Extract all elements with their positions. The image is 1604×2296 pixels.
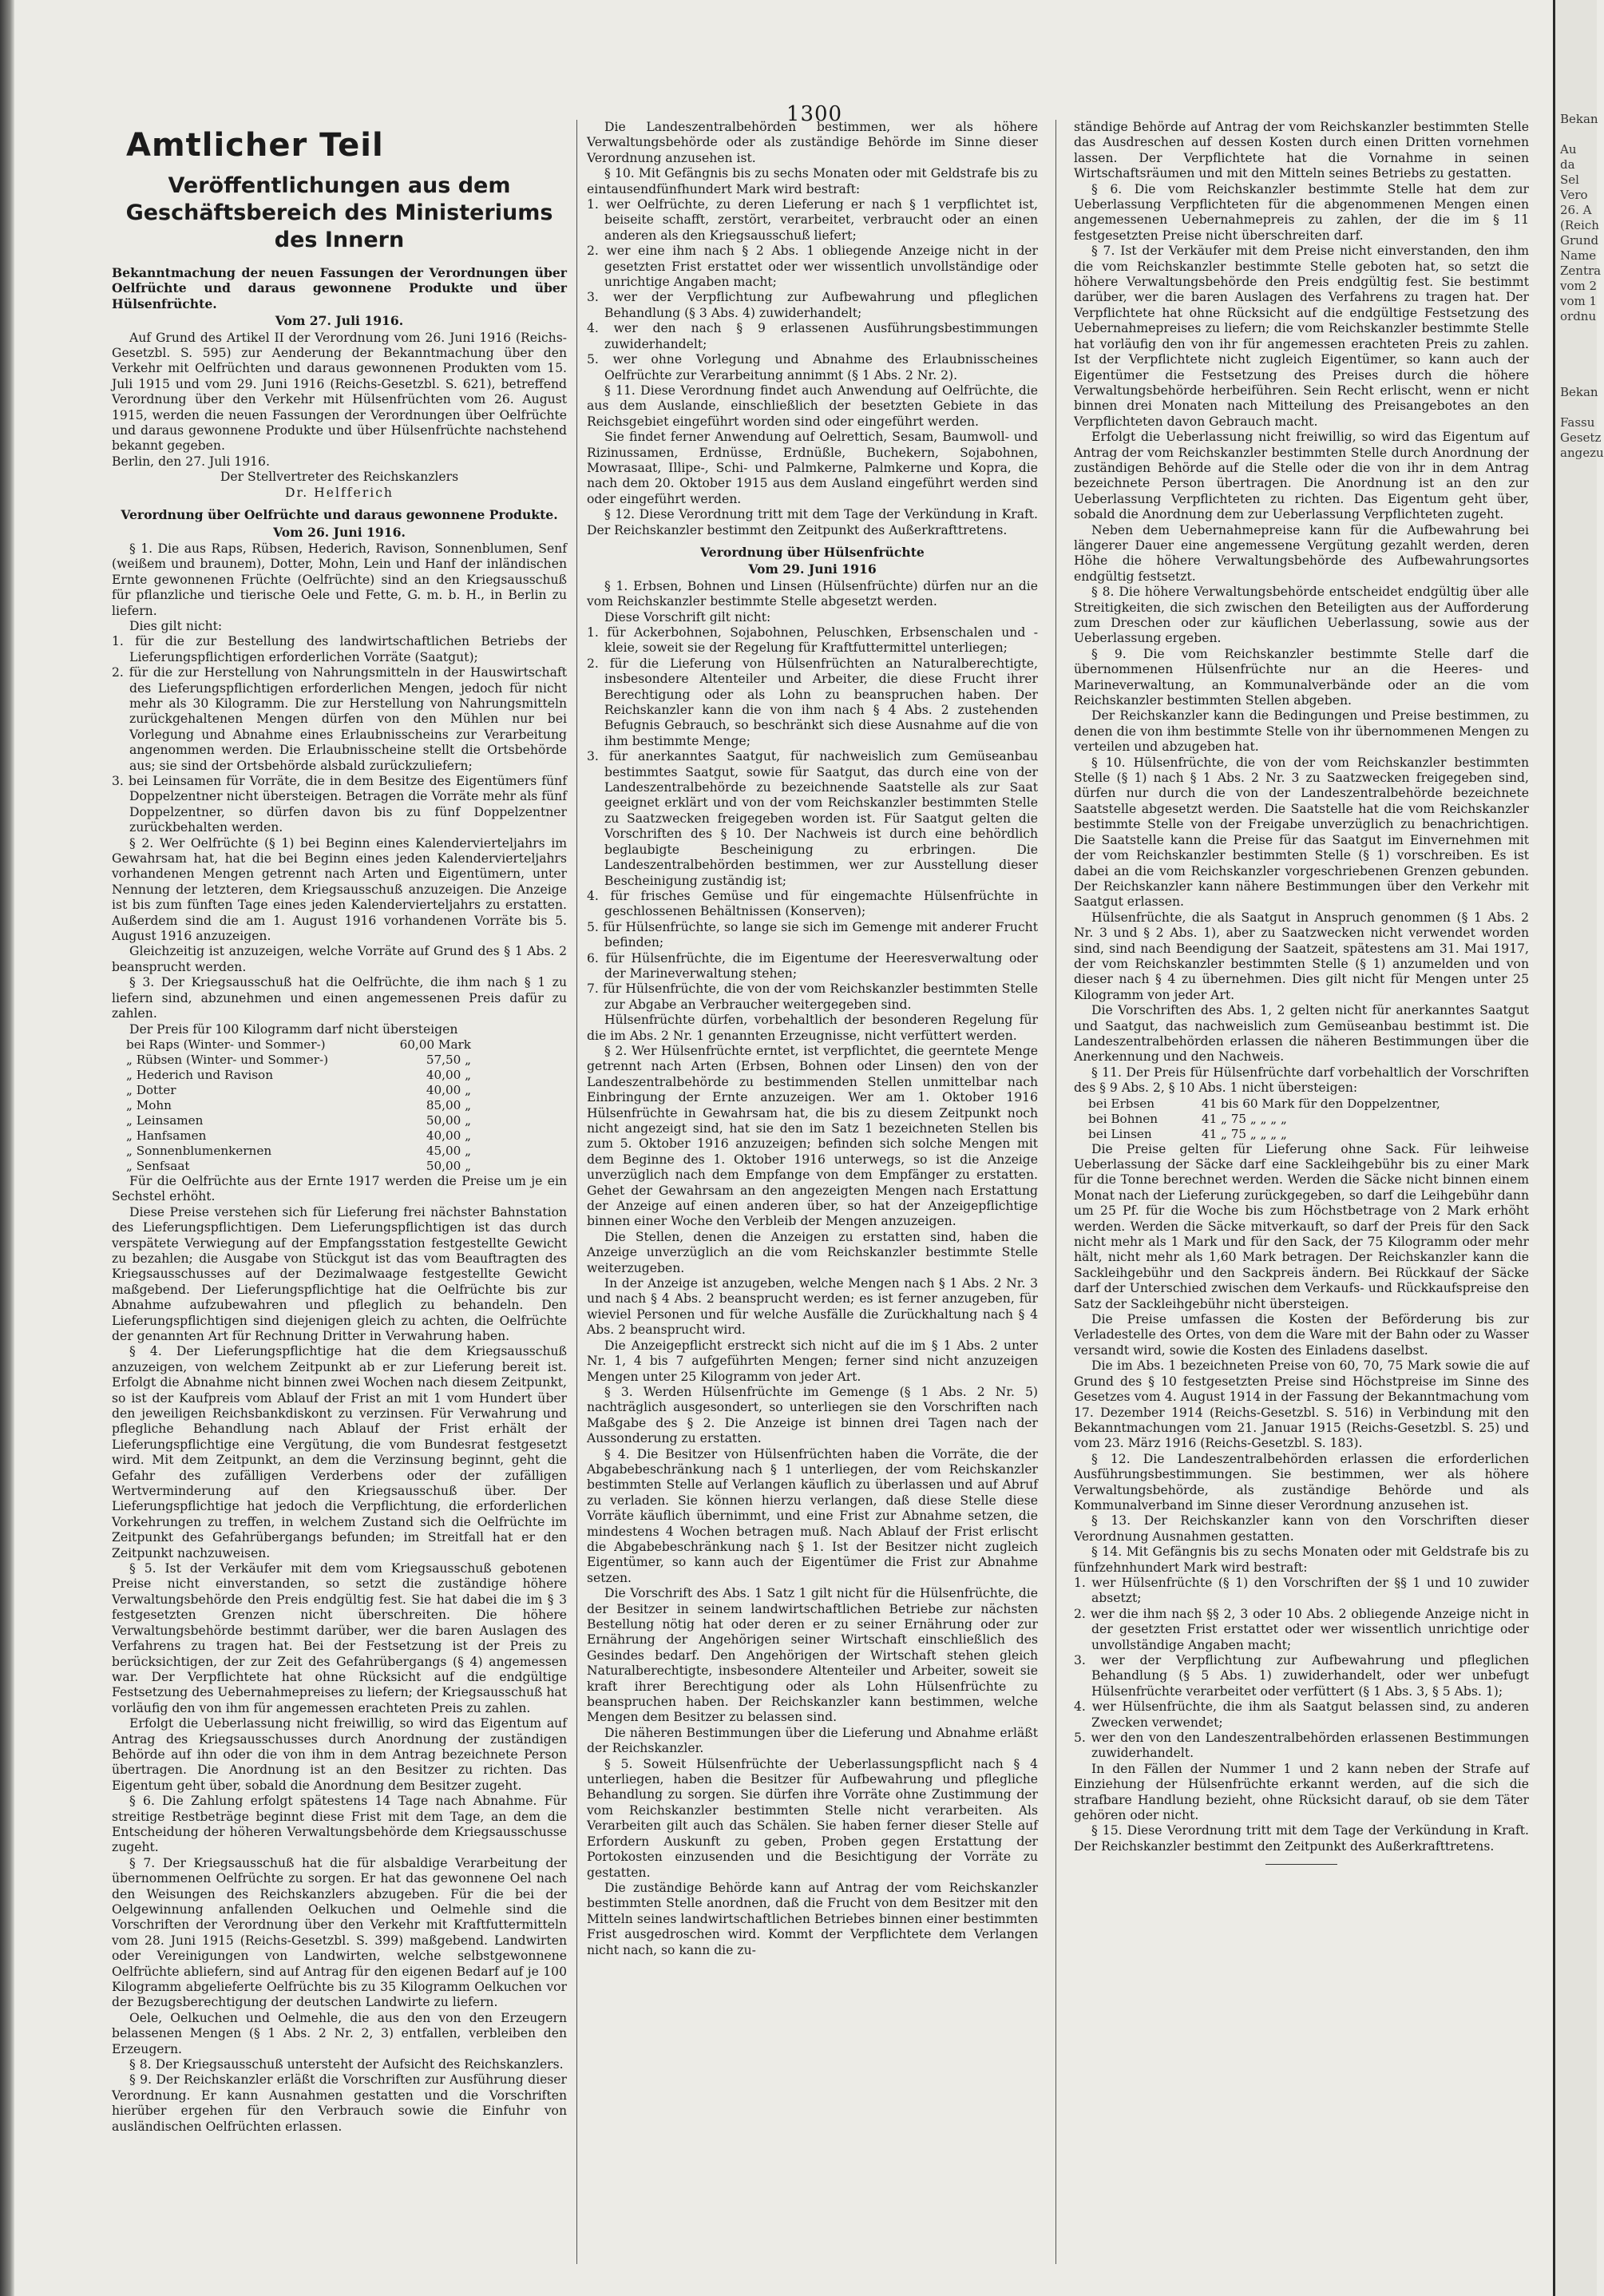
price-row: [1074, 1127, 1529, 1142]
ministry-title: Veröffentlichungen aus dem Geschäftsbereich des Ministeriums des Innern: [125, 173, 553, 252]
list-item: 2. für die zur Herstellung von Nahrungsmitteln in der Hauswirtschaft des Lieferungspflichtigen erforderlichen Mengen, jedoch für nicht mehr als 30 Kilogramm. Die zur Herstellung von Nahrungsmitteln zurückgehaltenen Mengen dürfen von den Mühlen nur bei Vorlegung und Abnahme eines Erlaubnisscheins zur Verarbeitung angenommen werden. Die Erlaubnisscheine stellt die Ortsbehörde aus; sie sind der Ortsbehörde alsbald zurückzuliefern;: [112, 665, 567, 773]
column-rule-2: [1055, 120, 1056, 2264]
list-item: 4. für frisches Gemüse und für eingemachte Hülsenfrüchte in geschlossenen Behältnissen (Konserven);: [587, 888, 1038, 919]
paragraph: Auf Grund des Artikel II der Verordnung vom 26. Juni 1916 (Reichs-Gesetzbl. S. 595) zur Aenderung der Bekanntmachung über den Verkehr mit Oelfrüchten und daraus gewonnenen Produkten vom 15. Juli 1915 und vom 29. Juni 1916 (Reichs-Gesetzbl. S. 621), betreffend Verordnung über den Verkehr mit Hülsenfrüchten vom 26. August 1915, werden die neuen Fassungen der Verordnungen über Oelfrüchte und daraus gewonnene Produkte und über Hülsenfrüchte nachstehend bekannt gegeben.: [112, 330, 567, 454]
paragraph: § 4. Der Lieferungspflichtige hat die dem Kriegsausschuß anzuzeigen, von welchem Zeitpunkt ab er zur Lieferung bereit ist. Erfolgt die Abnahme nicht binnen zwei Wochen nach diesem Zeitpunkt, so ist der Kaufpreis vom Ablauf der Frist an mit 1 vom Hundert über den jeweiligen Reichsbankdiskont zu verzinsen. Für Verwahrung und pflegliche Behandlung nach Ablauf der Frist erhält der Lieferungspflichtige eine Vergütung, die vom Bundesrat festgesetzt wird. Mit dem Zeitpunkt, an dem die Verzinsung beginnt, geht die Gefahr des zufälligen Verderbens oder der zufälligen Wertverminderung auf den Kriegsausschuß über. Der Lieferungspflichtige hat jedoch die Verpflichtung, die erforderlichen Vorkehrungen zu treffen, in welchem Zustand sich die Oelfrüchte im Zeitpunkt des Gefahrübergangs befunden; im Streitfall hat er den Zeitpunkt nachzuweisen.: [112, 1344, 567, 1560]
paragraph: § 9. Die vom Reichskanzler bestimmte Stelle darf die übernommenen Hülsenfrüchte nur an die Heeres- und Marineverwaltung, an Kommunalverbände oder an die vom Reichskanzler bestimmten Stellen abgeben.: [1074, 646, 1529, 708]
price-label: „ Mohn: [126, 1097, 172, 1112]
price-value: 40,00 „: [426, 1067, 471, 1082]
column-3: [1074, 120, 1529, 2264]
signature-place: Berlin, den 27. Juli 1916.: [112, 454, 270, 469]
paragraph: § 14. Mit Gefängnis bis zu sechs Monaten oder mit Geldstrafe bis zu fünfzehnhundert Mark wird bestraft:: [1074, 1545, 1529, 1575]
list-item: 1. wer Oelfrüchte, zu deren Lieferung er nach § 1 verpflichtet ist, beiseite schafft, zerstört, verarbeitet, verbraucht oder an einen anderen als den Kriegsausschuß liefert;: [587, 197, 1038, 243]
price-label: „ Sonnenblumenkernen: [126, 1143, 272, 1158]
ordinance-date: Vom 29. Juni 1916: [748, 561, 877, 577]
paragraph: Die Preise umfassen die Kosten der Beförderung bis zur Verladestelle des Ortes, von dem die Ware mit der Bahn oder zu Wasser versandt wird, sowie die Kosten des Einladens daselbst.: [1074, 1312, 1529, 1358]
paragraph: Die Stellen, denen die Anzeigen zu erstatten sind, haben die Anzeige unverzüglich an die vom Reichskanzler bestimmte Stelle weiterzugeben.: [587, 1229, 1038, 1275]
paragraph: Der Reichskanzler kann die Bedingungen und Preise bestimmen, zu denen die von ihm bestimmte Stelle von ihr übernommenen Mengen zu verteilen und abzugeben hat.: [1074, 708, 1529, 755]
list-item: 4. wer den nach § 9 erlassenen Ausführungsbestimmungen zuwiderhandelt;: [587, 321, 1038, 351]
price-row: [112, 1098, 567, 1113]
price-label: bei Erbsen: [1088, 1096, 1155, 1111]
paragraph: Erfolgt die Ueberlassung nicht freiwillig, so wird das Eigentum auf Antrag des Kriegsausschusses durch Anordnung der zuständigen Behörde auf ihn oder die von ihm in dem Antrag bezeichnete Person übertragen. Die Anordnung ist an den Besitzer zu richten. Das Eigentum geht über, sobald die Anordnung dem Besitzer zugeht.: [112, 1716, 567, 1793]
price-row: [112, 1037, 567, 1053]
adjacent-page-text: Bekan Au da Sel Vero 26. A (Reich Grund Name Zentra vom 2 vom 1 ordnu Bekan Fassu Gesetz angezu: [1560, 112, 1604, 460]
page-number: 1300: [786, 102, 843, 126]
column-rule-1: [576, 120, 577, 2264]
paragraph: ständige Behörde auf Antrag der vom Reichskanzler bestimmten Stelle das Ausdreschen auf dessen Kosten durch einen Dritten vornehmen lassen. Der Verpflichtete hat die Vornahme in seinen Wirtschaftsräumen und mit den Mitteln seines Betriebs zu gestatten.: [1074, 120, 1529, 181]
section-title: Amtlicher Teil: [126, 127, 384, 164]
paragraph: § 3. Der Kriegsausschuß hat die Oelfrüchte, die ihm nach § 1 zu liefern sind, abzunehmen und einen angemessenen Preis dafür zu zahlen.: [112, 975, 567, 1021]
paragraph: § 11. Diese Verordnung findet auch Anwendung auf Oelfrüchte, die aus dem Auslande, einschließlich der besetzten Gebiete in das Reichsgebiet eingeführt worden sind oder eingeführt werden.: [587, 383, 1038, 429]
paragraph: Die Landeszentralbehörden bestimmen, wer als höhere Verwaltungsbehörde oder als zuständige Behörde im Sinne dieser Verordnung anzusehen ist.: [587, 120, 1038, 165]
paragraph: Sie findet ferner Anwendung auf Oelrettich, Sesam, Baumwoll- und Rizinussamen, Erdnüsse, Erdnüßle, Buchekern, Sojabohnen, Mowrasaat, Illipe-, Schi- und Palmkerne, Palmkerne und Kopra, die nach dem 20. Oktober 1915 aus dem Ausland eingeführt werden sind oder eingeführt werden.: [587, 430, 1038, 506]
legume-price-table: [1074, 1096, 1529, 1142]
signature-role: Der Stellvertreter des Reichskanzlers: [220, 470, 459, 485]
list-item: 3. wer der Verpflichtung zur Aufbewahrung und pfleglichen Behandlung (§ 5 Abs. 1) zuwiderhandelt, oder wer unbefugt Hülsenfrüchte verarbeitet oder verfüttert (§ 1 Abs. 3, § 5 Abs. 1);: [1074, 1653, 1529, 1699]
price-label: „ Senfsaat: [126, 1158, 190, 1173]
paragraph: In den Fällen der Nummer 1 und 2 kann neben der Strafe auf Einziehung der Hülsenfrüchte erkannt werden, auf die sich die strafbare Handlung bezieht, ohne Rücksicht darauf, ob sie dem Täter gehören oder nicht.: [1074, 1761, 1529, 1823]
paragraph: Oele, Oelkuchen und Oelmehle, die aus den von den Erzeugern belassenen Mengen (§ 1 Abs. 2 Nr. 2, 3) entfallen, verbleiben den Erzeugern.: [112, 2010, 567, 2056]
list-item: 7. für Hülsenfrüchte, die von der vom Reichskanzler bestimmten Stelle zur Abgabe an Verbraucher weitergegeben sind.: [587, 981, 1038, 1012]
paragraph: Die zuständige Behörde kann auf Antrag der vom Reichskanzler bestimmten Stelle anordnen, daß die Frucht von dem Besitzer mit den Mitteln seines landwirtschaftlichen Betriebes binnen einer bestimmten Frist ausgedroschen wird. Kommt der Verpflichtete dem Verlangen nicht nach, so kann die zu-: [587, 1880, 1038, 1957]
paragraph: § 11. Der Preis für Hülsenfrüchte darf vorbehaltlich der Vorschriften des § 9 Abs. 2, § 10 Abs. 1 nicht übersteigen:: [1074, 1065, 1529, 1096]
list-item: 1. für Ackerbohnen, Sojabohnen, Peluschken, Erbsenschalen und -kleie, soweit sie der Regelung für Kraftfuttermittel unterliegen;: [587, 625, 1038, 656]
price-row: [112, 1159, 567, 1174]
paragraph: § 8. Die höhere Verwaltungsbehörde entscheidet endgültig über alle Streitigkeiten, die sich zwischen den Beteiligten aus der Aufforderung zum Dreschen oder zur käuflichen Ueberlassung, sowie aus der Ueberlassung ergeben.: [1074, 585, 1529, 646]
price-label: bei Bohnen: [1088, 1111, 1158, 1126]
announcement-date: Vom 27. Juli 1916.: [275, 313, 404, 329]
paragraph: § 9. Der Reichskanzler erläßt die Vorschriften zur Ausführung dieser Verordnung. Er kann Ausnahmen gestatten und die Vorschriften hierüber ergehen für den Verbrauch sowie die Einfuhr von ausländischen Oelfrüchten erlassen.: [112, 2072, 567, 2134]
price-row: [112, 1053, 567, 1068]
paragraph: Für die Oelfrüchte aus der Ernte 1917 werden die Preise um je ein Sechstel erhöht.: [112, 1173, 567, 1204]
paragraph: § 2. Wer Oelfrüchte (§ 1) bei Beginn eines Kalendervierteljahrs im Gewahrsam hat, hat die bei Beginn eines jeden Kalendervierteljahrs vorhandenen Mengen getrennt nach Arten und Eigentümern, unter Nennung der letzteren, dem Kriegsausschuß anzuzeigen. Die Anzeige ist bis zum fünften Tage eines jeden Kalendervierteljahrs zu erstatten. Außerdem sind die am 1. August 1916 vorhandenen Vorräte bis 5. August 1916 anzuzeigen.: [112, 835, 567, 944]
price-row: [112, 1144, 567, 1159]
list-item: 1. wer Hülsenfrüchte (§ 1) den Vorschriften der §§ 1 und 10 zuwider absetzt;: [1074, 1575, 1529, 1606]
ordinance-title: Verordnung über Hülsenfrüchte: [700, 544, 925, 560]
price-value: 41 „ 75 „ „ „ „: [1201, 1126, 1287, 1141]
price-row: [112, 1068, 567, 1083]
price-value: 57,50 „: [426, 1052, 471, 1067]
paragraph: § 3. Werden Hülsenfrüchte im Gemenge (§ 1 Abs. 2 Nr. 5) nachträglich ausgesondert, so unterliegen sie den Vorschriften nach Maßgabe des § 2. Die Anzeige ist binnen drei Tagen nach der Aussonderung zu erstatten.: [587, 1384, 1038, 1446]
price-label: „ Leinsamen: [126, 1112, 204, 1128]
paragraph: § 15. Diese Verordnung tritt mit dem Tage der Verkündung in Kraft. Der Reichskanzler bestimmt den Zeitpunkt des Außerkrafttretens.: [1074, 1823, 1529, 1854]
price-label: „ Dotter: [126, 1082, 176, 1097]
paragraph: § 10. Hülsenfrüchte, die von der vom Reichskanzler bestimmten Stelle (§ 1) nach § 1 Abs. 2 Nr. 3 zu Saatzwecken freigegeben sind, dürfen nur durch die von der Landeszentralbehörde bezeichnete Saatstelle abgesetzt werden. Die Saatstelle hat die vom Reichskanzler bestimmte Stelle von der Freigabe unverzüglich zu benachrichtigen. Die Saatstelle kann die Preise für das Saatgut im Einvernehmen mit der vom Reichskanzler bestimmten Stelle (§ 1) vorschreiben. Es ist dabei an die vom Reichskanzler vorgeschriebenen Grenzen gebunden. Der Reichskanzler kann nähere Bestimmungen über den Verkehr mit Saatgut erlassen.: [1074, 755, 1529, 910]
price-row: [1074, 1096, 1529, 1112]
paragraph: § 8. Der Kriegsausschuß untersteht der Aufsicht des Reichskanzlers.: [129, 2057, 564, 2072]
paragraph: In der Anzeige ist anzugeben, welche Mengen nach § 1 Abs. 2 Nr. 3 und nach § 4 Abs. 2 beansprucht werden; es ist ferner anzugeben, für wieviel Personen und für welche Ausfälle die Zurückhaltung nach § 4 Abs. 2 beansprucht wird.: [587, 1276, 1038, 1338]
paragraph: § 4. Die Besitzer von Hülsenfrüchten haben die Vorräte, die der Abgabebeschränkung nach § 1 unterliegen, der vom Reichskanzler bestimmten Stelle auf Verlangen käuflich zu überlassen und auf Abruf zu verladen. Sie können hierzu verlangen, daß diese Stelle diese Vorräte käuflich übernimmt, und eine Frist zur Abnahme setzen, die mindestens 4 Wochen betragen muß. Nach Ablauf der Frist erlischt die Abgabebeschränkung nach § 1. Ist der Besitzer nicht zugleich Eigentümer, so kann auch der Eigentümer die Frist zur Abnahme setzen.: [587, 1446, 1038, 1585]
paragraph: § 13. Der Reichskanzler kann von den Vorschriften dieser Verordnung Ausnahmen gestatten.: [1074, 1513, 1529, 1544]
column-1: [112, 120, 567, 2264]
price-value: 41 „ 75 „ „ „ „: [1201, 1111, 1287, 1126]
closing-rule: [1265, 1864, 1337, 1865]
price-table: [112, 1037, 567, 1174]
price-label: bei Raps (Winter- und Sommer-): [126, 1037, 326, 1052]
paragraph: § 10. Mit Gefängnis bis zu sechs Monaten oder mit Geldstrafe bis zu eintausendfünfhundert Mark wird bestraft:: [587, 166, 1038, 196]
price-value: 50,00 „: [426, 1158, 471, 1173]
ordinance-date: Vom 26. Juni 1916.: [273, 524, 406, 540]
ordinance-title: Verordnung über Oelfrüchte und daraus gewonnene Produkte.: [121, 507, 558, 523]
paragraph: § 6. Die Zahlung erfolgt spätestens 14 Tage nach Abnahme. Für streitige Restbeträge beginnt diese Frist mit dem Tage, an dem die Entscheidung der höheren Verwaltungsbehörde dem Kriegsausschusse zugeht.: [112, 1794, 567, 1855]
paragraph: § 2. Wer Hülsenfrüchte erntet, ist verpflichtet, die geerntete Menge getrennt nach Arten (Erbsen, Bohnen oder Linsen) den von der Landeszentralbehörde zu bestimmenden Stellen unmittelbar nach Einbringung der Ernte anzuzeigen. Wer am 1. Oktober 1916 Hülsenfrüchte in Gewahrsam hat, die bis zu diesem Zeitpunkt noch nicht angezeigt sind, hat sie den im Satz 1 bezeichneten Stellen bis zum 5. Oktober 1916 anzuzeigen; befinden sich solche Mengen mit dem Beginne des 1. Oktober 1916 unterwegs, so ist die Anzeige unverzüglich nach dem Empfange von dem Empfänger zu erstatten. Gehet der Gewahrsam an den angezeigten Mengen nach Erstattung der Anzeige auf einen anderen über, so hat der Anzeigepflichtige binnen einer Woche den Verbleib der Mengen anzuzeigen.: [587, 1043, 1038, 1229]
signature-name: Dr. Helfferich: [285, 485, 394, 500]
paragraph: Hülsenfrüchte dürfen, vorbehaltlich der besonderen Regelung für die im Abs. 2 Nr. 1 genannten Erzeugnisse, nicht verfüttert werden.: [587, 1013, 1038, 1043]
price-table-heading: Der Preis für 100 Kilogramm darf nicht übersteigen: [129, 1021, 458, 1037]
paragraph: § 12. Die Landeszentralbehörden erlassen die erforderlichen Ausführungsbestimmungen. Sie bestimmen, wer als höhere Verwaltungsbehörde, als zuständige Behörde und als Kommunalverband im Sinne dieser Verordnung anzusehen ist.: [1074, 1451, 1529, 1513]
price-value: 41 bis 60 Mark für den Doppelzentner,: [1201, 1096, 1440, 1111]
paragraph: Die näheren Bestimmungen über die Lieferung und Abnahme erläßt der Reichskanzler.: [587, 1725, 1038, 1756]
price-row: [112, 1128, 567, 1144]
list-item: 5. wer ohne Vorlegung und Abnahme des Erlaubnisscheines Oelfrüchte zur Verarbeitung annimmt (§ 1 Abs. 2 Nr. 2).: [587, 352, 1038, 383]
paragraph: Erfolgt die Ueberlassung nicht freiwillig, so wird das Eigentum auf Antrag der vom Reichskanzler bestimmten Stelle durch Anordnung der zuständigen Behörde auf die Stelle oder die von ihr in dem Antrag bezeichnete Person übertragen. Die Anordnung ist an den zur Ueberlassung Verpflichteten zu richten. Das Eigentum geht über, sobald die Anordnung dem zur Ueberlassung Verpflichteten zugeht.: [1074, 430, 1529, 522]
paragraph: Dies gilt nicht:: [129, 618, 223, 633]
price-label: bei Linsen: [1088, 1126, 1152, 1141]
list-item: 1. für die zur Bestellung des landwirtschaftlichen Betriebs der Lieferungspflichtigen erforderlichen Vorräte (Saatgut);: [112, 634, 567, 664]
list-item: 2. wer die ihm nach §§ 2, 3 oder 10 Abs. 2 obliegende Anzeige nicht in der gesetzten Frist erstattet oder wer wissentlich unrichtige oder unvollständige Angaben macht;: [1074, 1606, 1529, 1652]
paragraph: § 5. Ist der Verkäufer mit dem vom Kriegsausschuß gebotenen Preise nicht einverstanden, so setzt die zuständige höhere Verwaltungsbehörde den Preis endgültig fest. Sie hat dabei die im § 3 festgesetzten Grenzen nicht überschreiten. Die höhere Verwaltungsbehörde bestimmt darüber, wer die baren Auslagen des Verfahrens zu tragen hat. Bei der Festsetzung ist der Preis zu berücksichtigen, der zur Zeit des Gefahrübergangs (§ 4) angemessen war. Der Verpflichtete hat ohne Rücksicht auf die endgültige Festsetzung des Uebernahmepreises zu liefern; der Kriegsausschuß hat vorläufig den von ihm für angemessen erachteten Preis zu zahlen.: [112, 1561, 567, 1715]
paragraph: § 1. Die aus Raps, Rübsen, Hederich, Ravison, Sonnenblumen, Senf (weißem und braunem), Dotter, Mohn, Lein und Hanf der inländischen Ernte gewonnenen Früchte (Oelfrüchte) sind an den Kriegsausschuß für pflanzliche und tierische Oele und Fette, G. m. b. H., in Berlin zu liefern.: [112, 541, 567, 618]
price-row: [1074, 1112, 1529, 1127]
column-2: [587, 120, 1038, 2264]
price-value: 40,00 „: [426, 1082, 471, 1097]
price-row: [112, 1083, 567, 1098]
paragraph: § 12. Diese Verordnung tritt mit dem Tage der Verkündung in Kraft. Der Reichskanzler bestimmt den Zeitpunkt des Außerkrafttretens.: [587, 507, 1038, 537]
paragraph: Diese Vorschrift gilt nicht:: [604, 609, 771, 625]
list-item: 2. wer eine ihm nach § 2 Abs. 1 obliegende Anzeige nicht in der gesetzten Frist erstattet oder wer wissentlich unvollständige oder unrichtige Angaben macht;: [587, 244, 1038, 290]
paragraph: Gleichzeitig ist anzuzeigen, welche Vorräte auf Grund des § 1 Abs. 2 beansprucht werden.: [112, 944, 567, 974]
paragraph: Hülsenfrüchte, die als Saatgut in Anspruch genommen (§ 1 Abs. 2 Nr. 3 und § 2 Abs. 1), aber zu Saatzwecken nicht verwendet worden sind, sind nach Beendigung der Saatzeit, spätestens am 31. Mai 1917, der vom Reichskanzler bestimmten Stelle (§ 1) anzumelden und von dieser nach § 4 zu übernehmen. Dies gilt nicht für Mengen unter 25 Kilogramm von jeder Art.: [1074, 910, 1529, 1002]
list-item: 6. für Hülsenfrüchte, die im Eigentume der Heeresverwaltung oder der Marineverwaltung stehen;: [587, 950, 1038, 981]
price-label: „ Hederich und Ravison: [126, 1067, 273, 1082]
paragraph: Die Preise gelten für Lieferung ohne Sack. Für leihweise Ueberlassung der Säcke darf eine Sackleihgebühr bis zu einer Mark für die Tonne berechnet werden. Werden die Säcke nicht binnen einem Monat nach der Lieferung zurückgegeben, so darf die Leihgebühr dann um 25 Pf. für die Woche bis zum Höchstbetrage von 2 Mark erhöht werden. Werden die Säcke mitverkauft, so darf der Preis für den Sack nicht mehr als 1 Mark und für den Sack, der 75 Kilogramm oder mehr hält, nicht mehr als 1,60 Mark betragen. Der Reichskanzler kann die Sackleihgebühr und den Sackpreis ändern. Bei Rückkauf der Säcke darf der Unterschied zwischen dem Verkaufs- und Rückkaufspreise den Satz der Sackleihgebühr nicht übersteigen.: [1074, 1141, 1529, 1311]
adjacent-page-edge: [1553, 0, 1604, 2296]
list-item: 5. für Hülsenfrüchte, so lange sie sich im Gemenge mit anderer Frucht befinden;: [587, 919, 1038, 950]
list-item: 3. bei Leinsamen für Vorräte, die in dem Besitze des Eigentümers fünf Doppelzentner nicht übersteigen. Betragen die Vorräte mehr als fünf Doppelzentner, so dürfen davon bis zu fünf Doppelzentner zurückbehalten werden.: [112, 774, 567, 835]
list-item: 2. für die Lieferung von Hülsenfrüchten an Naturalberechtigte, insbesondere Altenteiler und Arbeiter, die diese Frucht ihrer Berechtigung oder als Lohn zu beanspruchen haben. Der Reichskanzler kann die von ihm nach § 4 Abs. 2 zustehenden Befugnis Gebrauch, so beschränkt sich diese Ausnahme auf die von ihm bestimmte Menge;: [587, 656, 1038, 748]
paragraph: Die Anzeigepflicht erstreckt sich nicht auf die im § 1 Abs. 2 unter Nr. 1, 4 bis 7 aufgeführten Mengen; ferner sind nicht anzuzeigen Mengen unter 25 Kilogramm von jeder Art.: [587, 1338, 1038, 1384]
list-item: 4. wer Hülsenfrüchte, die ihm als Saatgut belassen sind, zu anderen Zwecken verwendet;: [1074, 1699, 1529, 1730]
list-item: 5. wer den von den Landeszentralbehörden erlassenen Bestimmungen zuwiderhandelt.: [1074, 1731, 1529, 1761]
price-label: „ Rübsen (Winter- und Sommer-): [126, 1052, 329, 1067]
paragraph: § 5. Soweit Hülsenfrüchte der Ueberlassungspflicht nach § 4 unterliegen, haben die Besitzer für Aufbewahrung und pflegliche Behandlung zu sorgen. Sie dürfen ihre Vorräte ohne Zustimmung der vom Reichskanzler bestimmten Stelle nicht verarbeiten. Als Verarbeiten gilt auch das Schälen. Sie haben ferner dieser Stelle auf Erfordern Auskunft zu geben, Proben gegen Erstattung der Portokosten einzusenden und die Besichtigung der Vorräte zu gestatten.: [587, 1756, 1038, 1880]
paragraph: § 6. Die vom Reichskanzler bestimmte Stelle hat dem zur Ueberlassung Verpflichteten für die abgenommenen Mengen einen angemessenen Uebernahmepreis zu zahlen, der die im § 11 festgesetzten Preise nicht überschreiten darf.: [1074, 181, 1529, 243]
paragraph: § 7. Ist der Verkäufer mit dem Preise nicht einverstanden, den ihm die vom Reichskanzler bestimmte Stelle geboten hat, so setzt die höhere Verwaltungsbehörde den Preis endgültig fest. Sie bestimmt darüber, wer die baren Auslagen des Verfahrens zu tragen hat. Der Verpflichtete hat ohne Rücksicht auf die endgültige Festsetzung des Uebernahmepreises zu liefern; die vom Reichskanzler bestimmte Stelle hat vorläufig den von ihr für angemessen erachteten Preis zu zahlen. Ist der Verpflichtete nicht zugleich Eigentümer, so kann auch der Eigentümer die Festsetzung des Preises durch die höhere Verwaltungsbehörde herbeiführen. Sein Recht erlischt, wenn er nicht binnen drei Monaten nach Mitteilung des Preisangebotes an den Verpflichteten davon Gebrauch macht.: [1074, 244, 1529, 429]
price-value: 45,00 „: [426, 1143, 471, 1158]
price-value: 60,00 Mark: [399, 1037, 471, 1052]
announcement-title: Bekanntmachung der neuen Fassungen der Verordnungen über Oelfrüchte und daraus gewonnene Produkte und über Hülsenfrüchte.: [112, 265, 567, 311]
binding-gutter: [0, 0, 14, 2296]
paragraph: Diese Preise verstehen sich für Lieferung frei nächster Bahnstation des Lieferungspflichtigen. Dem Lieferungspflichtigen ist das durch verspätete Verwiegung auf der Empfangsstation festgestellte Gewicht zu bezahlen; die Ausgabe von Stückgut ist das vom Beauftragten des Kriegsausschusses auf der Dezimalwaage festgestellte Gewicht maßgebend. Der Lieferungspflichtige hat die Oelfrüchte bis zur Abnahme aufzubewahren und pfleglich zu behandeln. Den Lieferungspflichtigen sind diejenigen gleich zu achten, die Oelfrüchte der genannten Art für Rechnung Dritter in Verwahrung haben.: [112, 1204, 567, 1343]
price-value: 40,00 „: [426, 1128, 471, 1143]
price-row: [112, 1113, 567, 1128]
paragraph: Die Vorschriften des Abs. 1, 2 gelten nicht für anerkanntes Saatgut und Saatgut, das nachweislich zum Gemüseanbau bestimmt ist. Die Landeszentralbehörden erlassen die näheren Bestimmungen über die Anerkennung und den Nachweis.: [1074, 1003, 1529, 1065]
price-label: „ Hanfsamen: [126, 1128, 207, 1143]
paragraph: Neben dem Uebernahmepreise kann für die Aufbewahrung bei längerer Dauer eine angemessene Vergütung gezahlt werden, deren Höhe die höhere Verwaltungsbehörde des Aufbewahrungsortes endgültig festsetzt.: [1074, 522, 1529, 584]
price-value: 50,00 „: [426, 1112, 471, 1128]
paragraph: Die Vorschrift des Abs. 1 Satz 1 gilt nicht für die Hülsenfrüchte, die der Besitzer in seinem landwirtschaftlichen Betriebe zur nächsten Bestellung nötig hat oder deren er zu seiner Ernährung oder zur Ernährung der Angehörigen seiner Wirtschaft einschließlich des Gesindes bedarf. Den Angehörigen der Wirtschaft stehen gleich Naturalberechtigte, insbesondere Altenteiler und Arbeiter, soweit sie kraft ihrer Berechtigung oder als Lohn Hülsenfrüchte zu beanspruchen haben. Der Reichskanzler kann bestimmen, welche Mengen dem Besitzer zu belassen sind.: [587, 1586, 1038, 1725]
paragraph: Die im Abs. 1 bezeichneten Preise von 60, 70, 75 Mark sowie die auf Grund des § 10 festgesetzten Preise sind Höchstpreise im Sinne des Gesetzes vom 4. August 1914 in der Fassung der Bekanntmachung vom 17. Dezember 1914 (Reichs-Gesetzbl. S. 516) in Verbindung mit den Bekanntmachungen vom 21. Januar 1915 (Reichs-Gesetzbl. S. 25) und vom 23. März 1916 (Reichs-Gesetzbl. S. 183).: [1074, 1358, 1529, 1451]
list-item: 3. für anerkanntes Saatgut, für nachweislich zum Gemüseanbau bestimmtes Saatgut, sowie für Saatgut, das durch eine von der Landeszentralbehörde zu bezeichnende Saatstelle als zur Saat geeignet erklärt und von der vom Reichskanzler bestimmten Stelle zu Saatzwecken freigegeben worden ist. Für Saatgut gelten die Vorschriften des § 10. Der Nachweis ist durch eine behördlich beglaubigte Bescheinigung zu erbringen. Die Landeszentralbehörden bestimmen, wer zur Ausstellung dieser Bescheinigung zuständig ist;: [587, 749, 1038, 888]
paragraph: § 7. Der Kriegsausschuß hat die für alsbaldige Verarbeitung der übernommenen Oelfrüchte zu sorgen. Er hat das gewonnene Oel nach den Weisungen des Reichskanzlers abzugeben. Für die bei der Oelgewinnung anfallenden Oelkuchen und Oelmehle sind die Vorschriften der Verordnung über den Verkehr mit Kraftfuttermitteln vom 28. Juni 1915 (Reichs-Gesetzbl. S. 399) maßgebend. Landwirten oder Vereinigungen von Landwirten, welche selbstgewonnene Oelfrüchte abliefern, sind auf Antrag für den eigenen Bedarf auf je 100 Kilogramm abgelieferte Oelfrüchte bis zu 35 Kilogramm Oelkuchen vor der Bezugsberechtigung der deutschen Landwirte zu liefern.: [112, 1855, 567, 2010]
price-value: 85,00 „: [426, 1097, 471, 1112]
list-item: 3. wer der Verpflichtung zur Aufbewahrung und pfleglichen Behandlung (§ 3 Abs. 4) zuwiderhandelt;: [587, 290, 1038, 320]
paragraph: § 1. Erbsen, Bohnen und Linsen (Hülsenfrüchte) dürfen nur an die vom Reichskanzler bestimmte Stelle abgesetzt werden.: [587, 578, 1038, 609]
